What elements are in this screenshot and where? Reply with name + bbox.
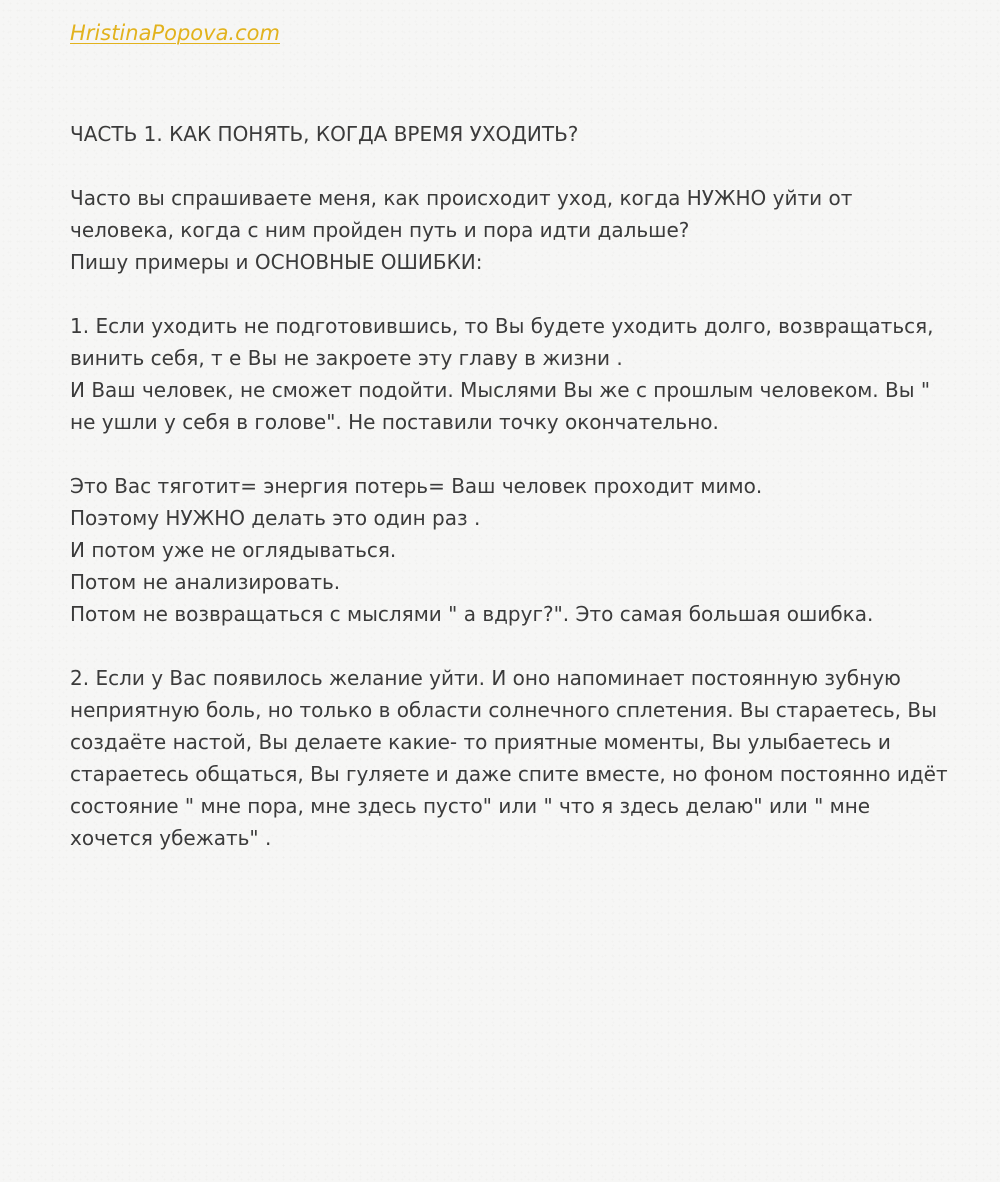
text-line: состояние " мне пора, мне здесь пусто" или " что я здесь делаю" или " мне [70,794,871,818]
text-line: Часто вы спрашиваете меня, как происходит уход, когда НУЖНО уйти от [70,186,853,210]
article-page [70,18,950,854]
text-line: стараетесь общаться, Вы гуляете и даже спите вместе, но фоном постоянно идёт [70,762,948,786]
text-line: неприятную боль, но только в области солнечного сплетения. Вы стараетесь, Вы [70,698,937,722]
spacer [70,150,950,182]
intro-paragraph [70,182,950,278]
text-line: Поэтому НУЖНО делать это один раз . [70,506,481,530]
spacer [70,278,950,310]
text-line: винить себя, т е Вы не закроете эту главу в жизни . [70,346,623,370]
point-1-paragraph [70,310,950,438]
spacer [70,630,950,662]
site-link[interactable]: HristinaPopova.com [70,21,280,45]
text-line: Потом не анализировать. [70,570,341,594]
text-line: 2. Если у Вас появилось желание уйти. И оно напоминает постоянную зубную [70,666,901,690]
text-line: создаёте настой, Вы делаете какие- то приятные моменты, Вы улыбаетесь и [70,730,891,754]
text-line: человека, когда с ним пройден путь и пора идти дальше? [70,218,690,242]
point-1-followup-paragraph [70,470,950,630]
spacer [70,438,950,470]
text-line: Пишу примеры и ОСНОВНЫЕ ОШИБКИ: [70,250,483,274]
text-line: И Ваш человек, не сможет подойти. Мыслями Вы же с прошлым человеком. Вы " [70,378,931,402]
text-line: И потом уже не оглядываться. [70,538,397,562]
text-line: Потом не возвращаться с мыслями " а вдруг?". Это самая большая ошибка. [70,602,874,626]
article-title: ЧАСТЬ 1. КАК ПОНЯТЬ, КОГДА ВРЕМЯ УХОДИТЬ? [70,122,579,146]
text-line: не ушли у себя в голове". Не поставили точку окончательно. [70,410,719,434]
text-line: Это Вас тяготит= энергия потерь= Ваш человек проходит мимо. [70,474,763,498]
point-2-paragraph [70,662,950,854]
text-line: хочется убежать" . [70,826,272,850]
text-line: 1. Если уходить не подготовившись, то Вы будете уходить долго, возвращаться, [70,314,934,338]
